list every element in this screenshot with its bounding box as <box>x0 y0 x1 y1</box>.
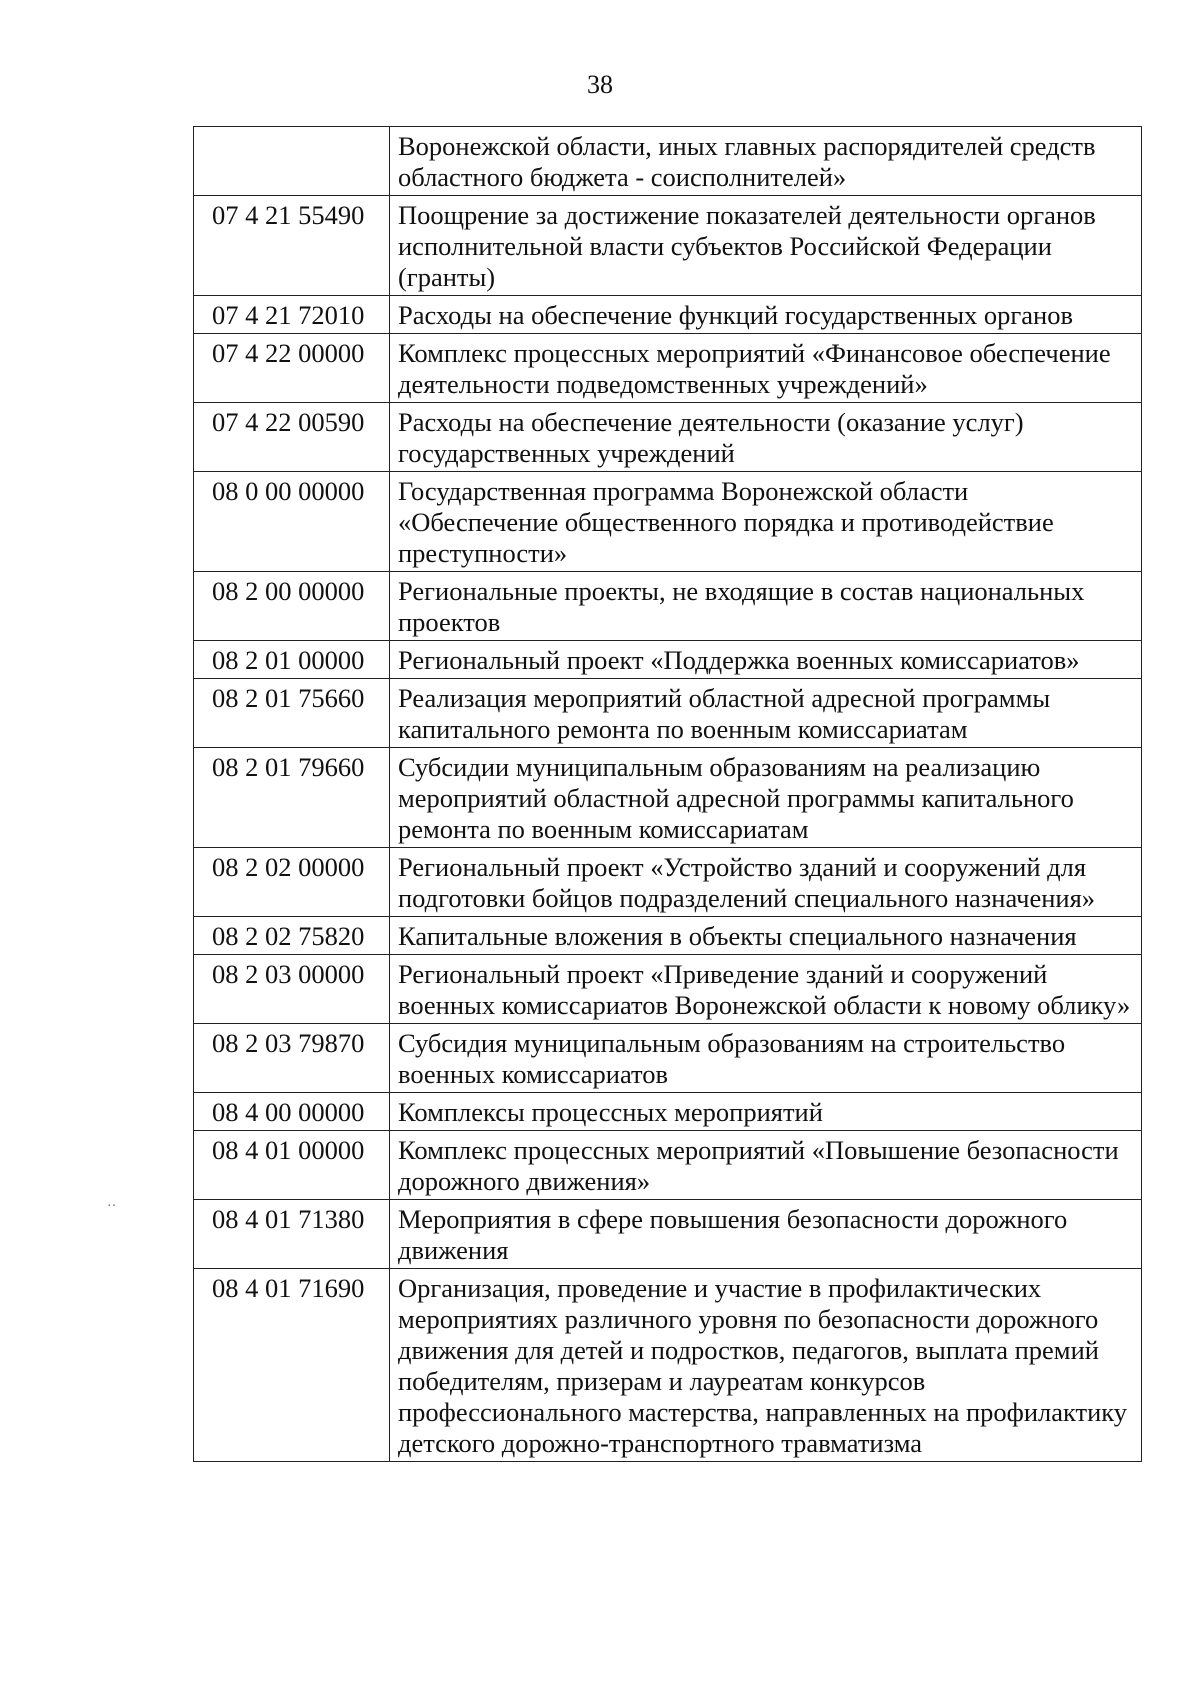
row-code: 08 2 03 79870 <box>194 1024 390 1093</box>
row-description: Региональные проекты, не входящие в состав национальных проектов <box>390 572 1142 641</box>
table-row <box>194 572 1142 641</box>
row-code: 07 4 21 72010 <box>194 296 390 334</box>
table-row <box>194 127 1142 196</box>
row-code: 08 2 02 75820 <box>194 917 390 955</box>
row-description: Поощрение за достижение показателей деятельности органов исполнительной власти субъектов Российской Федерации (гранты) <box>390 196 1142 296</box>
table-row <box>194 296 1142 334</box>
row-description: Комплекс процессных мероприятий «Финансовое обеспечение деятельности подведомственных учреждений» <box>390 334 1142 403</box>
row-code: 08 0 00 00000 <box>194 472 390 572</box>
row-description: Государственная программа Воронежской области «Обеспечение общественного порядка и противодействие преступности» <box>390 472 1142 572</box>
row-code: 08 4 01 00000 <box>194 1131 390 1200</box>
table-row <box>194 1024 1142 1093</box>
row-code: 08 2 01 79660 <box>194 748 390 848</box>
row-description: Комплекс процессных мероприятий «Повышение безопасности дорожного движения» <box>390 1131 1142 1200</box>
row-code: 07 4 22 00590 <box>194 403 390 472</box>
row-description: Региональный проект «Устройство зданий и сооружений для подготовки бойцов подразделений специального назначения» <box>390 848 1142 917</box>
page-number: 38 <box>587 70 613 99</box>
row-code: 08 2 03 00000 <box>194 955 390 1024</box>
row-code: 08 2 00 00000 <box>194 572 390 641</box>
row-description: Организация, проведение и участие в профилактических мероприятиях различного уровня по безопасности дорожного движения для детей и подростков, педагогов, выплата премий победителям, призерам и лауреатам конкурсов профессионального мастерства, направленных на профилактику детского дорожно-транспортного травматизма <box>390 1269 1142 1462</box>
table-row <box>194 679 1142 748</box>
row-description: Региональный проект «Приведение зданий и сооружений военных комиссариатов Воронежской области к новому облику» <box>390 955 1142 1024</box>
row-code: 08 2 01 00000 <box>194 641 390 679</box>
row-description: Реализация мероприятий областной адресной программы капитального ремонта по военным комиссариатам <box>390 679 1142 748</box>
table-row <box>194 917 1142 955</box>
table-row <box>194 403 1142 472</box>
row-code <box>194 127 390 196</box>
table-row <box>194 641 1142 679</box>
table-row <box>194 1093 1142 1131</box>
row-description: Расходы на обеспечение функций государственных органов <box>390 296 1142 334</box>
scan-artifact-dots: ·· <box>107 1199 117 1214</box>
table-row <box>194 334 1142 403</box>
table-row <box>194 1200 1142 1269</box>
table-row <box>194 748 1142 848</box>
row-code: 08 4 00 00000 <box>194 1093 390 1131</box>
row-description: Субсидии муниципальным образованиям на реализацию мероприятий областной адресной программы капитального ремонта по военным комиссариатам <box>390 748 1142 848</box>
row-description: Региональный проект «Поддержка военных комиссариатов» <box>390 641 1142 679</box>
row-code: 08 4 01 71690 <box>194 1269 390 1462</box>
row-description: Капитальные вложения в объекты специального назначения <box>390 917 1142 955</box>
row-description: Мероприятия в сфере повышения безопасности дорожного движения <box>390 1200 1142 1269</box>
budget-classification-table <box>193 126 1142 1462</box>
table-row <box>194 1269 1142 1462</box>
row-code: 07 4 22 00000 <box>194 334 390 403</box>
row-description: Расходы на обеспечение деятельности (оказание услуг) государственных учреждений <box>390 403 1142 472</box>
row-description: Комплексы процессных мероприятий <box>390 1093 1142 1131</box>
table-row <box>194 1131 1142 1200</box>
row-code: 07 4 21 55490 <box>194 196 390 296</box>
table-row <box>194 848 1142 917</box>
table-row <box>194 196 1142 296</box>
table-row <box>194 472 1142 572</box>
row-code: 08 4 01 71380 <box>194 1200 390 1269</box>
row-description: Воронежской области, иных главных распорядителей средств областного бюджета - соисполнителей» <box>390 127 1142 196</box>
row-code: 08 2 01 75660 <box>194 679 390 748</box>
row-description: Субсидия муниципальным образованиям на строительство военных комиссариатов <box>390 1024 1142 1093</box>
row-code: 08 2 02 00000 <box>194 848 390 917</box>
table-row <box>194 955 1142 1024</box>
table-body <box>194 127 1142 1462</box>
